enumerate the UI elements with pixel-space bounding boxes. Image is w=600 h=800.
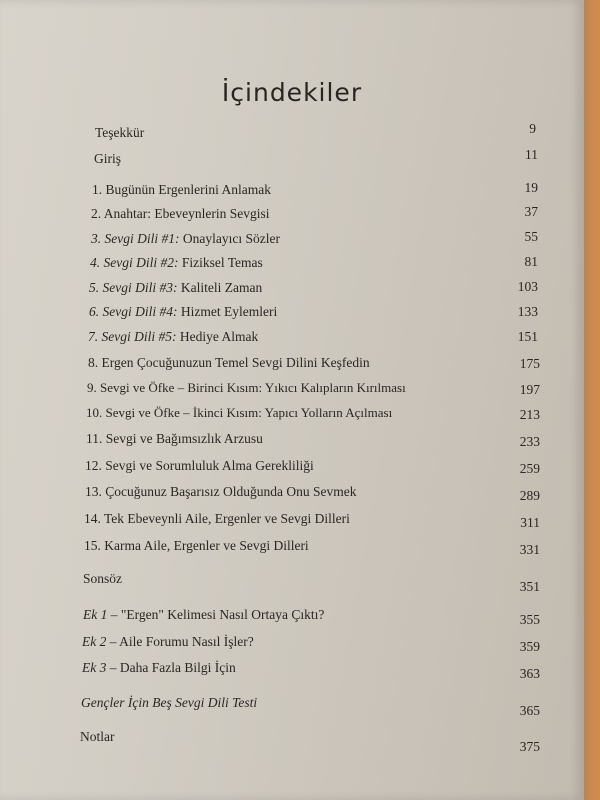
toc-entry bbox=[0, 204, 584, 224]
toc-entry bbox=[0, 632, 584, 652]
toc-entry-label: 13. Çocuğunuz Başarısız Olduğunda Onu Sevmek bbox=[85, 484, 357, 499]
toc-entry-label: 15. Karma Aile, Ergenler ve Sevgi Dilleri bbox=[84, 538, 309, 553]
toc-entry bbox=[0, 302, 584, 322]
toc-entry-page: 9 bbox=[529, 121, 536, 136]
toc-entry-page: 289 bbox=[519, 488, 540, 503]
toc-entry bbox=[0, 509, 584, 529]
toc-entry-label: Notlar bbox=[80, 729, 115, 744]
book-page-edge bbox=[584, 0, 600, 800]
toc-entry-page: 233 bbox=[519, 434, 540, 449]
toc-entry-label: 12. Sevgi ve Sorumluluk Alma Gerekliliği bbox=[85, 458, 314, 473]
toc-entry-prefix: 5. Sevgi Dili #3: bbox=[89, 280, 178, 295]
toc-entry-prefix: Ek 1 – bbox=[83, 607, 118, 622]
toc-entry-label: 11. Sevgi ve Bağımsızlık Arzusu bbox=[86, 431, 263, 446]
toc-entry-label: Onaylayıcı Sözler bbox=[179, 231, 280, 246]
toc-entry-label: 14. Tek Ebeveynli Aile, Ergenler ve Sevgi Dilleri bbox=[84, 511, 350, 526]
toc-entry-prefix: Ek 3 – bbox=[82, 660, 117, 675]
toc-entry-page: 363 bbox=[519, 666, 540, 681]
toc-entry-label: Aile Forumu Nasıl İşler? bbox=[116, 634, 254, 649]
toc-entry bbox=[0, 429, 584, 449]
toc-entry-label: Daha Fazla Bilgi İçin bbox=[116, 660, 236, 675]
toc-title: İçindekiler bbox=[221, 78, 363, 107]
toc-entry bbox=[0, 482, 584, 502]
toc-entry-prefix: 3. Sevgi Dili #1: bbox=[91, 231, 180, 246]
toc-entry-page: 55 bbox=[524, 229, 538, 244]
toc-entry bbox=[0, 569, 584, 594]
toc-entry-page: 133 bbox=[517, 304, 538, 319]
toc-entry-page: 331 bbox=[519, 542, 540, 557]
toc-entry-page: 351 bbox=[519, 579, 540, 594]
toc-entry-label: 1. Bugünün Ergenlerini Anlamak bbox=[92, 182, 271, 197]
toc-entry-label: 10. Sevgi ve Öfke – İkinci Kısım: Yapıcı Yolların Açılması bbox=[86, 405, 393, 420]
toc-entry-page: 375 bbox=[519, 739, 540, 754]
toc-entry-page: 11 bbox=[525, 147, 538, 162]
toc-entry-page: 213 bbox=[519, 407, 540, 422]
toc-entry-page: 81 bbox=[524, 254, 538, 269]
toc-entry-page: 359 bbox=[519, 639, 540, 654]
toc-entry-page: 103 bbox=[517, 279, 538, 294]
toc-entry-prefix: 7. Sevgi Dili #5: bbox=[88, 329, 177, 344]
toc-entry bbox=[0, 229, 584, 249]
toc-entry-label: "Ergen" Kelimesi Nasıl Ortaya Çıktı? bbox=[117, 607, 325, 622]
toc-entry bbox=[0, 536, 584, 556]
toc-entry-label: 8. Ergen Çocuğunuzun Temel Sevgi Dilini Keşfedin bbox=[88, 355, 370, 370]
toc-entry bbox=[0, 378, 584, 398]
toc-entry-label: Giriş bbox=[94, 151, 121, 166]
toc-entry-page: 37 bbox=[524, 204, 538, 219]
toc-entry bbox=[0, 278, 584, 298]
toc-entry-label: Teşekkür bbox=[95, 125, 145, 140]
toc-entry bbox=[0, 605, 584, 625]
toc-entry bbox=[0, 693, 584, 718]
toc-entry-label: Hizmet Eylemleri bbox=[177, 304, 278, 319]
toc-entry bbox=[0, 353, 584, 373]
toc-entry-page: 19 bbox=[524, 180, 538, 195]
toc-entry-page: 355 bbox=[519, 612, 540, 627]
toc-entry bbox=[0, 403, 584, 423]
toc-entry-page: 311 bbox=[520, 515, 540, 530]
toc-entry-label: Sonsöz bbox=[83, 571, 123, 586]
toc-entry bbox=[0, 123, 584, 143]
toc-entry-label: 2. Anahtar: Ebeveynlerin Sevgisi bbox=[91, 206, 270, 221]
toc-entry-prefix: Ek 2 – bbox=[82, 634, 117, 649]
toc-entry-label: Hediye Almak bbox=[176, 329, 259, 344]
toc-entry bbox=[0, 327, 584, 347]
toc-entry bbox=[0, 658, 584, 681]
toc-entry bbox=[0, 253, 584, 273]
toc-entry bbox=[0, 456, 584, 476]
toc-entry bbox=[0, 727, 584, 754]
toc-entry-prefix: 4. Sevgi Dili #2: bbox=[90, 255, 179, 270]
toc-entry-prefix: Gençler İçin Beş Sevgi Dili Testi bbox=[81, 695, 258, 710]
toc-entry bbox=[0, 180, 584, 200]
toc-entry-page: 175 bbox=[519, 356, 540, 371]
toc-entry-page: 365 bbox=[519, 703, 540, 718]
toc-entry-page: 259 bbox=[519, 461, 540, 476]
toc-entry-label: Kaliteli Zaman bbox=[177, 280, 263, 295]
toc-entry-page: 197 bbox=[519, 382, 540, 397]
toc-entry-label: 9. Sevgi ve Öfke – Birinci Kısım: Yıkıcı Kalıpların Kırılması bbox=[87, 380, 406, 395]
toc-entry bbox=[0, 149, 584, 169]
toc-entry-prefix: 6. Sevgi Dili #4: bbox=[89, 304, 178, 319]
toc-entry-page: 151 bbox=[517, 329, 538, 344]
toc-entry-label: Fiziksel Temas bbox=[178, 255, 263, 270]
